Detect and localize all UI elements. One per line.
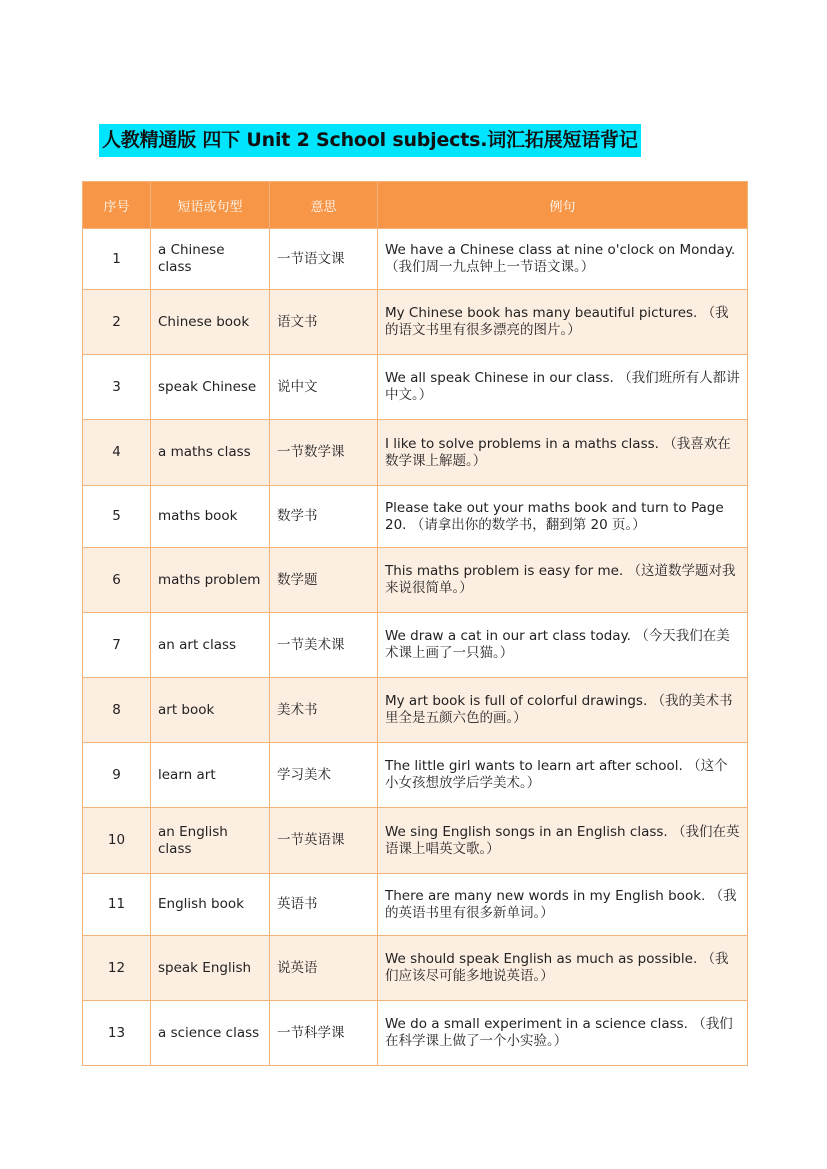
- table-body: [83, 229, 748, 1066]
- table-row: [83, 1001, 748, 1066]
- vocabulary-table: [82, 181, 748, 1066]
- cell-phrase: a maths class: [151, 420, 270, 486]
- table-row: [83, 229, 748, 290]
- table-row: [83, 743, 748, 808]
- cell-phrase: learn art: [151, 743, 270, 808]
- cell-meaning: 一节科学课: [270, 1001, 378, 1066]
- cell-example: My Chinese book has many beautiful pictures. （我的语文书里有很多漂亮的图片。）: [378, 290, 748, 355]
- cell-phrase: English book: [151, 874, 270, 936]
- cell-meaning: 说英语: [270, 936, 378, 1001]
- cell-phrase: Chinese book: [151, 290, 270, 355]
- cell-example: We have a Chinese class at nine o'clock on Monday. （我们周一九点钟上一节语文课。）: [378, 229, 748, 290]
- header-meaning: 意思: [270, 182, 378, 229]
- cell-meaning: 一节英语课: [270, 808, 378, 874]
- table-row: [83, 613, 748, 678]
- cell-number: 12: [83, 936, 151, 1001]
- cell-meaning: 学习美术: [270, 743, 378, 808]
- cell-example: We draw a cat in our art class today. （今天我们在美术课上画了一只猫。）: [378, 613, 748, 678]
- page-title: 人教精通版 四下 Unit 2 School subjects.词汇拓展短语背记: [99, 124, 641, 157]
- table-row: [83, 936, 748, 1001]
- cell-phrase: speak English: [151, 936, 270, 1001]
- title-container: [99, 124, 641, 157]
- cell-example: There are many new words in my English book. （我的英语书里有很多新单词。）: [378, 874, 748, 936]
- cell-phrase: maths book: [151, 486, 270, 548]
- cell-number: 4: [83, 420, 151, 486]
- cell-phrase: an art class: [151, 613, 270, 678]
- table-row: [83, 486, 748, 548]
- cell-number: 5: [83, 486, 151, 548]
- cell-example: We sing English songs in an English class. （我们在英语课上唱英文歌。）: [378, 808, 748, 874]
- cell-number: 11: [83, 874, 151, 936]
- table-row: [83, 678, 748, 743]
- cell-meaning: 一节美术课: [270, 613, 378, 678]
- table-row: [83, 548, 748, 613]
- cell-phrase: speak Chinese: [151, 355, 270, 420]
- cell-number: 7: [83, 613, 151, 678]
- cell-phrase: a Chinese class: [151, 229, 270, 290]
- table-header-row: [83, 182, 748, 229]
- table-row: [83, 874, 748, 936]
- table-row: [83, 808, 748, 874]
- cell-meaning: 语文书: [270, 290, 378, 355]
- table-row: [83, 420, 748, 486]
- cell-number: 1: [83, 229, 151, 290]
- cell-example: We all speak Chinese in our class. （我们班所有人都讲中文。）: [378, 355, 748, 420]
- cell-meaning: 说中文: [270, 355, 378, 420]
- cell-meaning: 英语书: [270, 874, 378, 936]
- cell-example: We should speak English as much as possible. （我们应该尽可能多地说英语。）: [378, 936, 748, 1001]
- cell-number: 6: [83, 548, 151, 613]
- cell-phrase: maths problem: [151, 548, 270, 613]
- cell-meaning: 美术书: [270, 678, 378, 743]
- header-example: 例句: [378, 182, 748, 229]
- cell-example: Please take out your maths book and turn to Page 20. （请拿出你的数学书，翻到第 20 页。）: [378, 486, 748, 548]
- cell-example: This maths problem is easy for me. （这道数学题对我来说很简单。）: [378, 548, 748, 613]
- header-phrase: 短语或句型: [151, 182, 270, 229]
- cell-number: 13: [83, 1001, 151, 1066]
- cell-phrase: art book: [151, 678, 270, 743]
- cell-example: My art book is full of colorful drawings. （我的美术书里全是五颜六色的画。）: [378, 678, 748, 743]
- table-row: [83, 355, 748, 420]
- cell-phrase: an English class: [151, 808, 270, 874]
- cell-meaning: 一节语文课: [270, 229, 378, 290]
- cell-number: 9: [83, 743, 151, 808]
- cell-meaning: 数学书: [270, 486, 378, 548]
- cell-example: I like to solve problems in a maths class. （我喜欢在数学课上解题。）: [378, 420, 748, 486]
- cell-meaning: 一节数学课: [270, 420, 378, 486]
- cell-number: 8: [83, 678, 151, 743]
- cell-number: 3: [83, 355, 151, 420]
- cell-meaning: 数学题: [270, 548, 378, 613]
- cell-example: We do a small experiment in a science class. （我们在科学课上做了一个小实验。）: [378, 1001, 748, 1066]
- header-number: 序号: [83, 182, 151, 229]
- table-row: [83, 290, 748, 355]
- cell-number: 2: [83, 290, 151, 355]
- cell-phrase: a science class: [151, 1001, 270, 1066]
- cell-example: The little girl wants to learn art after school. （这个小女孩想放学后学美术。）: [378, 743, 748, 808]
- cell-number: 10: [83, 808, 151, 874]
